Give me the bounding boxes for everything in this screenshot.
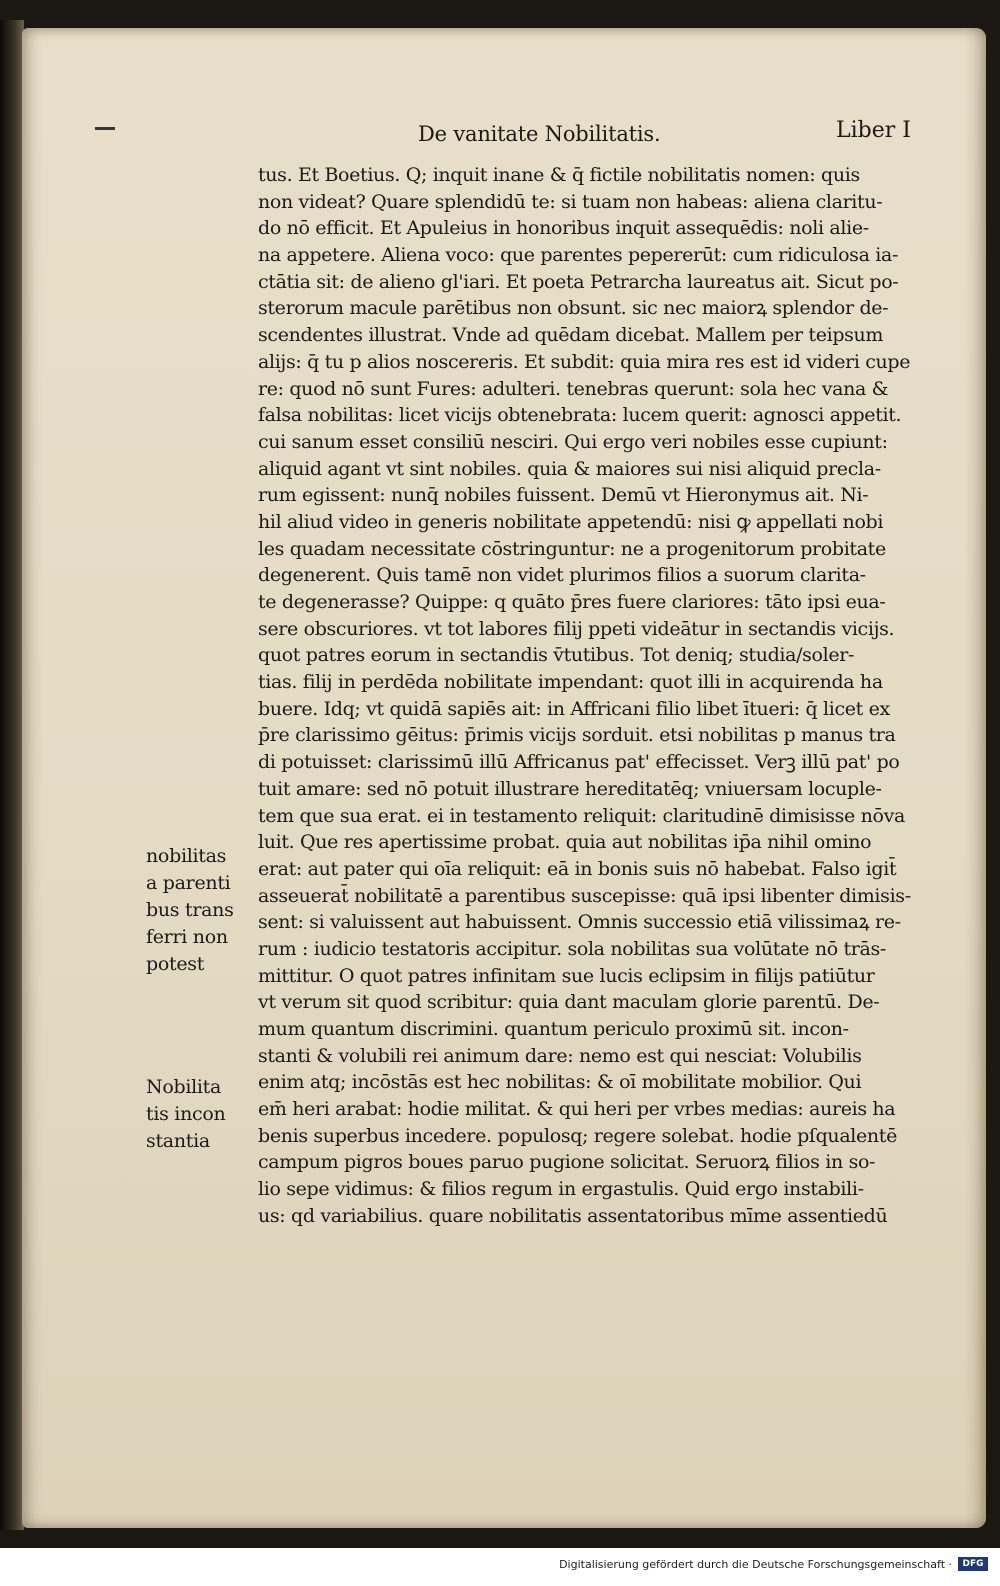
book-label: Liber I (836, 118, 911, 143)
text-line: quot patres eorum in sectandis v̄tutibus. Tot deniq; studia/soler- (258, 644, 855, 667)
margin-note-line: Nobilita (146, 1076, 222, 1098)
dfg-logo: DFG (958, 1557, 988, 1571)
text-line: lio sepe vidimus: & filios regum in ergastulis. Quid ergo instabili- (258, 1178, 864, 1201)
text-line: sterorum macule parētibus non obsunt. sic nec maiorꝝ splendor de- (258, 297, 889, 320)
text-line: do nō efficit. Et Apuleius in honoribus inquit assequēdis: noli alie- (258, 217, 869, 240)
text-line: te degenerasse? Quippe: q quāto p̄res fuere clariores: tāto ipsi eua- (258, 591, 886, 613)
margin-note-line: bus trans (146, 899, 234, 921)
footer-bar (0, 1548, 1000, 1586)
text-line: non videat? Quare splendidū te: si tuam non habeas: aliena claritu- (258, 190, 883, 213)
margin-note-line: stantia (146, 1130, 210, 1152)
text-line: falsa nobilitas: licet vicijs obtenebrata: lucem querit: agnosci appetit. (258, 404, 902, 427)
body-text (258, 162, 938, 1230)
text-line: cui sanum esset consiliū nesciri. Qui ergo veri nobiles esse cupiunt: (258, 430, 888, 453)
text-line: erat: aut pater qui oīa reliquit: eā in bonis suis nō habebat. Falso igit̄ (258, 857, 897, 880)
text-line: vt verum sit quod scribitur: quia dant maculam glorie parentū. De- (258, 991, 880, 1014)
text-line: mittitur. O quot patres infinitam sue lucis eclipsim in filijs patiūtur (258, 964, 875, 987)
running-title: De vanitate Nobilitatis. (418, 122, 661, 146)
text-line: benis superbus incedere. populosq; regere solebat. hodie pſqualentē (258, 1124, 897, 1147)
margin-note-line: ferri non (146, 926, 228, 948)
text-line: buere. Idq; vt quidā sapiēs ait: in Affricani filio libet ītueri: q̄ licet ex (258, 697, 890, 720)
margin-note-line: a parenti (146, 872, 231, 894)
text-line: na appetere. Aliena voco: que parentes pepererūt: cum ridiculosa ia- (258, 244, 899, 267)
text-line: degenerent. Quis tamē non videt plurimos filios a suorum clarita- (258, 564, 866, 587)
text-line: scendentes illustrat. Vnde ad quēdam dicebat. Mallem per teipsum (258, 324, 884, 347)
text-line: alijs: q̄ tu p alios noscereris. Et subdit: quia mira res est id videri cupe (258, 350, 911, 373)
text-line: tem que sua erat. ei in testamento reliquit: claritudinē dimisisse nōva (258, 804, 905, 827)
margin-note-line: potest (146, 953, 205, 975)
text-line: stanti & volubili rei animum dare: nemo est qui nesciat: Volubilis (258, 1044, 862, 1067)
text-line: rum : iudicio testatoris accipitur. sola nobilitas sua volūtate nō trās- (258, 937, 886, 960)
text-line: asseuerat̄ nobilitatē a parentibus suscepisse: quā ipsi libenter dimisis- (258, 884, 911, 907)
footer-credit: Digitalisierung gefördert durch die Deutsche Forschungsgemeinschaft · (559, 1558, 952, 1571)
text-line: mum quantum discrimini. quantum periculo proximū sit. incon- (258, 1018, 849, 1040)
text-line: ctātia sit: de alieno gl'iari. Et poeta Petrarcha laureatus ait. Sicut po- (258, 270, 899, 293)
text-line: enim atq; incōstās est hec nobilitas: & oī mobilitate mobilior. Qui (258, 1071, 862, 1094)
text-line: les quadam necessitate cōstringuntur: ne a progenitorum probitate (258, 537, 886, 560)
text-line: aliquid agant vt sint nobiles. quia & maiores sui nisi aliquid precla- (258, 457, 881, 480)
text-line: sent: si valuissent aut habuissent. Omnis successio etiā vilissimaꝝ re- (258, 911, 901, 934)
text-line: tuit amare: sed nō potuit illustrare hereditatēq; vniuersam locuple- (258, 777, 882, 800)
text-line: campum pigros boues paruo pugione solicitat. Seruorꝝ filios in so- (258, 1151, 876, 1174)
text-line: tias. filij in perdēda nobilitate impendant: quot illi in acquirenda ha (258, 671, 883, 694)
margin-note-line: nobilitas (146, 845, 227, 867)
text-line: sere obscuriores. vt tot labores filij ppeti videātur in sectandis vicijs. (258, 617, 895, 640)
text-line: rum egissent: nunq̄ nobiles fuissent. Demū vt Hieronymus ait. Ni- (258, 484, 869, 507)
text-line: di potuisset: clarissimū illū Affricanus pat' effecisset. Verꝫ illū pat' po (258, 751, 900, 774)
text-line: tus. Et Boetius. Q; inquit inane & q̄ fictile nobilitatis nomen: quis (258, 164, 860, 186)
text-line: us: qd variabilius. quare nobilitatis assentatoribus mīme assentiedū (258, 1204, 888, 1227)
text-line: re: quod nō sunt Fures: adulteri. tenebras querunt: sola hec vana & (258, 377, 889, 400)
margin-note-nobility-not-inherited (146, 843, 254, 978)
ink-mark (95, 127, 115, 130)
text-line: luit. Que res apertissime probat. quia aut nobilitas ip̄a nihil omino (258, 831, 872, 854)
margin-note-line: tis incon (146, 1103, 226, 1125)
book-gutter (0, 20, 24, 1530)
margin-note-nobility-inconstancy (146, 1074, 254, 1155)
text-line: p̄re clarissimo gēitus: p̄rimis vicijs sorduit. etsi nobilitas p manus tra (258, 724, 896, 747)
text-line: hil aliud video in generis nobilitate appetendū: nisi ꝙ appellati nobi (258, 510, 884, 533)
text-line: em̄ heri arabat: hodie militat. & qui heri per vrbes medias: aureis ha (258, 1098, 896, 1121)
